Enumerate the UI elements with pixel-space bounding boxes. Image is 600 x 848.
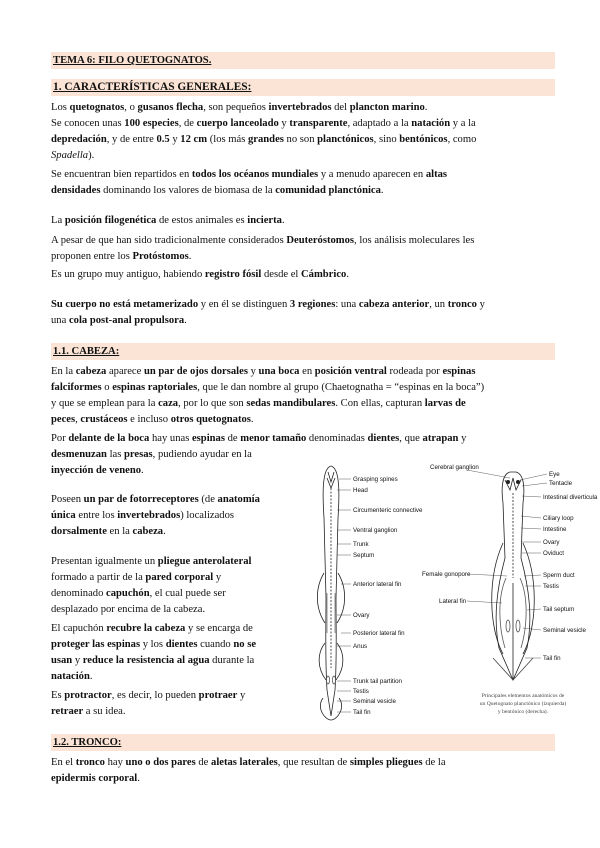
paragraph-line: y que se emplean para la caza, por lo que son sedas mandibulares. Con ellas, capturan larvas de	[51, 398, 466, 409]
label-seminal-vesicle-left: Seminal vesicle	[353, 698, 396, 705]
chaetognath-anatomy-figure	[317, 458, 598, 722]
label-head: Head	[353, 487, 368, 494]
paragraph-line: densidades dominando los valores de biomasa de la comunidad planctónica.	[51, 185, 384, 196]
paragraph-line: Se encuentran bien repartidos en todos los océanos mundiales y a menudo aparecen en altas	[51, 169, 448, 180]
label-trunk: Trunk	[353, 541, 369, 548]
anatomy-illustration	[317, 458, 598, 722]
paragraph-line: Poseen un par de fotorreceptores (de anatomía	[51, 494, 260, 505]
left-label-lines	[337, 479, 351, 712]
label-anus: Anus	[353, 643, 368, 650]
section-heading-cabeza: 1.1. CABEZA:	[51, 343, 555, 360]
label-ciliary-loop: Ciliary loop	[543, 515, 574, 522]
label-lateral-fin: Lateral fin	[439, 598, 467, 605]
planktonic-chaetognath-drawing	[317, 466, 344, 720]
label-seminal-vesicle-right: Seminal vesicle	[543, 627, 586, 634]
paragraph-line: El capuchón recubre la cabeza y se encarga de	[51, 623, 253, 634]
label-septum: Septum	[353, 552, 375, 559]
label-intestinal-diverticula: Intestinal diverticula	[543, 494, 598, 501]
paragraph-line: natación.	[51, 671, 93, 682]
label-grasping-spines: Grasping spines	[353, 476, 398, 483]
label-anterior-lateral-fin: Anterior lateral fin	[353, 581, 402, 588]
paragraph-line: una cola post-anal propulsora.	[51, 315, 187, 326]
paragraph-line: En el tronco hay uno o dos pares de aletas laterales, que resultan de simples pliegues de la	[51, 757, 446, 768]
paragraph-line: desplazado por encima de la cabeza.	[51, 604, 206, 615]
paragraph-line: inyección de veneno.	[51, 465, 144, 476]
label-ventral-ganglion: Ventral ganglion	[353, 527, 398, 534]
paragraph-line: desmenuzan las presas, pudiendo ayudar en la	[51, 449, 252, 460]
label-ovary-left: Ovary	[353, 612, 370, 619]
label-circumenteric-connective: Circumenteric connective	[353, 507, 423, 514]
paragraph-line: denominado capuchón, el cual puede ser	[51, 588, 226, 599]
label-sperm-duct: Sperm duct	[543, 572, 575, 579]
paragraph-line: Es un grupo muy antiguo, habiendo registro fósil desde el Cámbrico.	[51, 269, 349, 280]
paragraph-line: retraer a su idea.	[51, 706, 126, 717]
label-tail-fin-left: Tail fin	[353, 709, 371, 716]
paragraph-line: Por delante de la boca hay unas espinas de menor tamaño denominadas dientes, que atrapan y	[51, 433, 467, 444]
paragraph-line: dorsalmente en la cabeza.	[51, 526, 166, 537]
paragraph-line: La posición filogenética de estos animales es incierta.	[51, 215, 285, 226]
label-ovary-right: Ovary	[543, 539, 560, 546]
paragraph-line: única entre los invertebrados) localizados	[51, 510, 235, 521]
label-intestine: Intestine	[543, 526, 567, 533]
label-cerebral-ganglion: Cerebral ganglion	[430, 464, 479, 471]
paragraph-line: Spadella).	[51, 150, 95, 161]
paragraph-line: En la cabeza aparece un par de ojos dorsales y una boca en posición ventral rodeada por espinas	[51, 366, 476, 377]
label-oviduct: Oviduct	[543, 550, 564, 557]
paragraph-line: falciformes o espinas raptoriales, que le dan nombre al grupo (Chaetognatha = “espinas en la boca”)	[51, 382, 485, 393]
right-label-lines	[467, 470, 547, 658]
paragraph-line: peces, crustáceos e incluso otros quetognatos.	[51, 414, 254, 425]
paragraph-line: usan y reduce la resistencia al agua durante la	[51, 655, 255, 666]
label-female-gonopore: Female gonopore	[422, 571, 471, 578]
paragraph-line: epidermis corporal.	[51, 773, 140, 784]
paragraph-line: Su cuerpo no está metamerizado y en él se distinguen 3 regiones: una cabeza anterior, un tronco y	[51, 299, 485, 310]
paragraph-line: Se conocen unas 100 especies, de cuerpo lanceolado y transparente, adaptado a la natación y a la	[51, 118, 476, 129]
label-eye: Eye	[549, 471, 560, 478]
paragraph-line: Es protractor, es decir, lo pueden protraer y	[51, 690, 246, 701]
section-heading-tronco: 1.2. TRONCO:	[51, 734, 555, 751]
paragraph-line: Presentan igualmente un pliegue anterolateral	[51, 556, 252, 567]
label-testis-right: Testis	[543, 583, 559, 590]
label-tail-septum: Tail septum	[543, 606, 575, 613]
paragraph-line: A pesar de que han sido tradicionalmente considerados Deuteróstomos, los análisis moleculares les	[51, 235, 475, 246]
figure-caption-line-2: un Quetognato planctónico (izquierda)	[479, 701, 567, 707]
label-testis-left: Testis	[353, 688, 369, 695]
label-trunk-tail-partition: Trunk tail partition	[353, 678, 402, 685]
label-tentacle: Tentacle	[549, 480, 573, 487]
label-posterior-lateral-fin: Posterior lateral fin	[353, 630, 405, 637]
paragraph-line: proteger las espinas y los dientes cuando no se	[51, 639, 257, 650]
label-tail-fin-right: Tail fin	[543, 655, 561, 662]
paragraph-line: proponen entre los Protóstomos.	[51, 251, 192, 262]
figure-caption-line-3: y bentónico (derecha).	[497, 709, 549, 715]
section-heading-caracteristicas: 1. CARACTERÍSTICAS GENERALES:	[51, 79, 555, 96]
document-title: TEMA 6: FILO QUETOGNATOS.	[51, 52, 555, 69]
paragraph-line: depredación, y de entre 0.5 y 12 cm (los más grandes no son planctónicos, sino bentónicos, como	[51, 134, 477, 145]
benthic-chaetognath-drawing	[492, 472, 535, 680]
figure-caption-line-1: Principales elementos anatómicos de	[481, 693, 565, 699]
paragraph-line: formado a partir de la pared corporal y	[51, 572, 222, 583]
paragraph-line: Los quetognatos, o gusanos flecha, son pequeños invertebrados del plancton marino.	[51, 102, 428, 113]
